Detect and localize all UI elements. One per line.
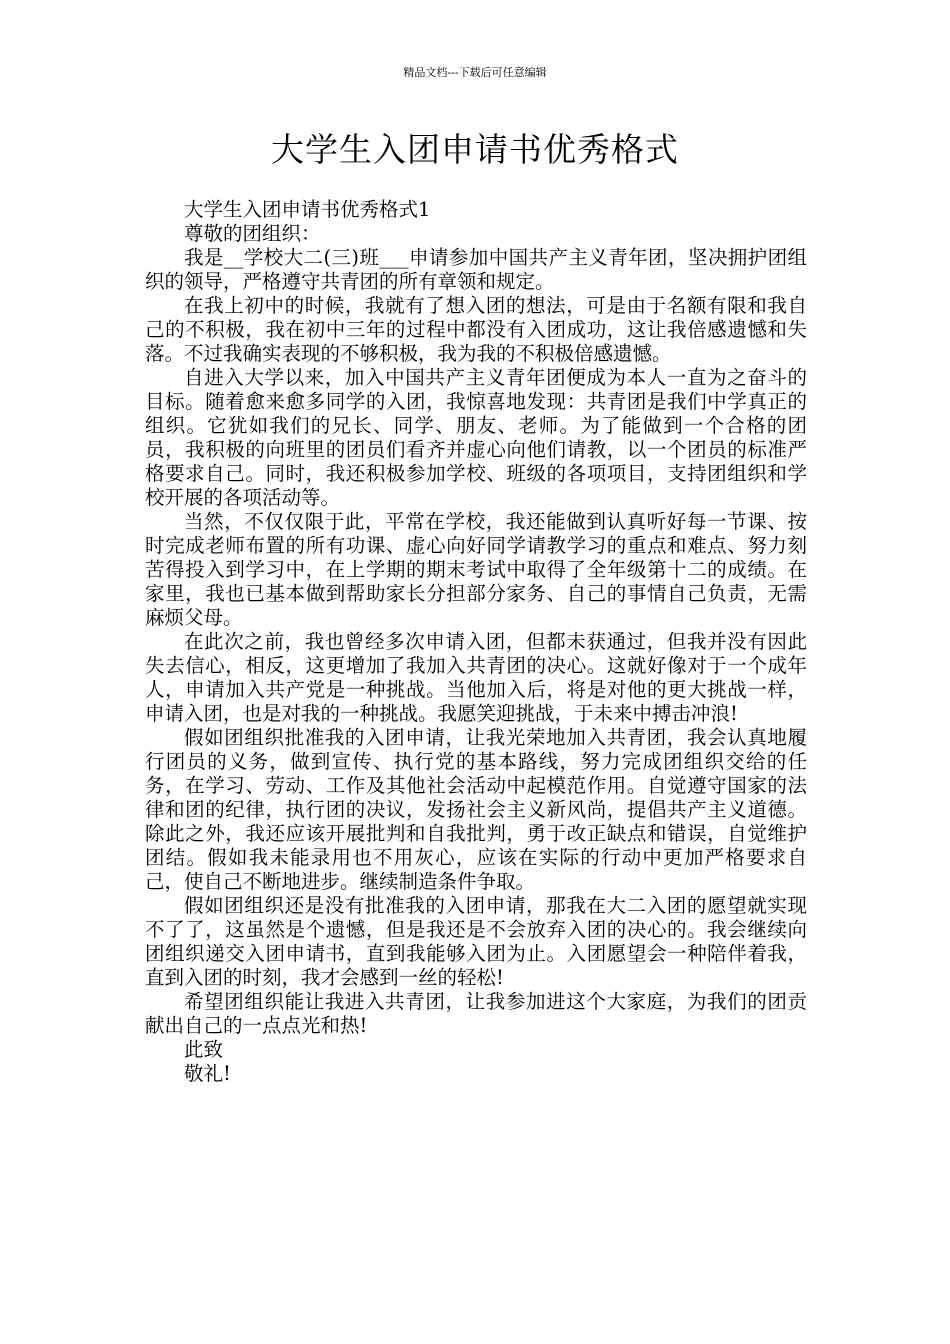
paragraph: 当然，不仅仅限于此，平常在学校，我还能做到认真听好每一节课、按时完成老师布置的所有功课、虚心向好同学请教学习的重点和难点、努力刻苦得投入到学习中，在上学期的期末考试中取得了全年级第十二的成绩。在家里，我也已基本做到帮助家长分担部分家务、自己的事情自己负责，无需麻烦父母。 xyxy=(145,510,807,629)
paragraph-closing: 此致 xyxy=(184,1038,224,1061)
paragraph: 假如团组织批准我的入团申请，让我光荣地加入共青团，我会认真地履行团员的义务，做到宣传、执行党的基本路线，努力完成团组织交给的任务，在学习、劳动、工作及其他社会活动中起模范作用。自觉遵守国家的法律和团的纪律，执行团的决议，发扬社会主义新风尚，提倡共产主义道德。除此之外，我还应该开展批判和自我批判，勇于改正缺点和错误，自觉维护团结。假如我未能录用也不用灰心，应该在实际的行动中更加严格要求自己，使自己不断地进步。继续制造条件争取。 xyxy=(145,726,807,893)
paragraph: 自进入大学以来，加入中国共产主义青年团便成为本人一直为之奋斗的目标。随着愈来愈多同学的入团，我惊喜地发现：共青团是我们中学真正的组织。它犹如我们的兄长、同学、朋友、老师。为了能做到一个合格的团员，我积极的向班里的团员们看齐并虚心向他们请教，以一个团员的标准严格要求自己。同时，我还积极参加学校、班级的各项项目，支持团组织和学校开展的各项活动等。 xyxy=(145,366,807,509)
paragraph: 希望团组织能让我进入共青团，让我参加进这个大家庭，为我们的团贡献出自己的一点点光和热! xyxy=(145,990,807,1037)
paragraph: 假如团组织还是没有批准我的入团申请，那我在大二入团的愿望就实现不了了，这虽然是个遗憾，但是我还是不会放弃入团的决心的。我会继续向团组织递交入团申请书，直到我能够入团为止。入团愿望会一种陪伴着我，直到入团的时刻，我才会感到一丝的轻松! xyxy=(145,894,807,989)
document-body xyxy=(145,198,807,1086)
paragraph: 在此次之前，我也曾经多次申请入团，但都未获通过，但我并没有因此失去信心，相反，这更增加了我加入共青团的决心。这就好像对于一个成年人，申请加入共产党是一种挑战。当他加入后，将是对他的更大挑战一样，申请入团，也是对我的一种挑战。我愿笑迎挑战，于未来中搏击冲浪! xyxy=(145,630,807,725)
page-header: 精品文档---下载后可任意编辑 xyxy=(403,66,547,79)
paragraph-subtitle: 大学生入团申请书优秀格式1 xyxy=(184,198,431,221)
paragraph-salutation: 尊敬的团组织： xyxy=(184,222,321,245)
paragraph-closing: 敬礼! xyxy=(184,1062,231,1085)
paragraph: 我是__学校大二(三)班___申请参加中国共产主义青年团，坚决拥护团组织的领导，严格遵守共青团的所有章领和规定。 xyxy=(145,246,807,293)
document-title: 大学生入团申请书优秀格式 xyxy=(271,130,679,169)
paragraph: 在我上初中的时候，我就有了想入团的想法，可是由于名额有限和我自己的不积极，我在初中三年的过程中都没有入团成功，这让我倍感遗憾和失落。不过我确实表现的不够积极，我为我的不积极倍感遗憾。 xyxy=(145,294,807,365)
